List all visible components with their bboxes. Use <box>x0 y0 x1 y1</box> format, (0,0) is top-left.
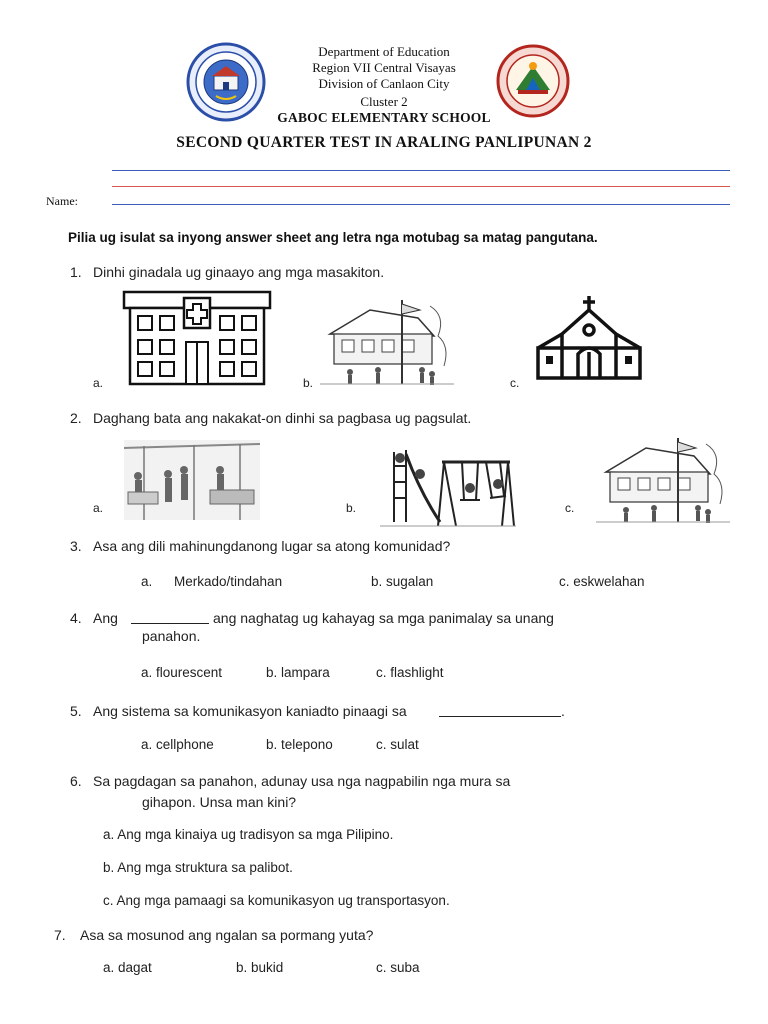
q3-number: 3. <box>70 538 82 554</box>
q4-text-end: ang naghatag ug kahayag sa mga panimalay sa unang <box>213 610 554 626</box>
q4-option-b[interactable]: b. lampara <box>266 665 330 680</box>
instruction-text: Pilia ug isulat sa inyong answer sheet ang letra nga motubag sa matag pangutana. <box>68 230 598 245</box>
q6-option-b[interactable]: b. Ang mga struktura sa palibot. <box>103 860 293 875</box>
header-department: Department of Education <box>318 44 450 59</box>
q4-number: 4. <box>70 610 82 626</box>
q7-text: Asa sa mosunod ang ngalan sa pormang yuta? <box>80 927 374 943</box>
q3-option-b[interactable]: b. sugalan <box>371 574 434 589</box>
q3-option-a-letter[interactable]: a. <box>141 574 153 589</box>
q4-text-cont: panahon. <box>142 628 201 644</box>
q6-text: Sa pagdagan sa panahon, adunay usa nga nagpabilin nga mura sa <box>93 773 511 789</box>
school-name: GABOC ELEMENTARY SCHOOL <box>277 110 491 125</box>
q1-option-b[interactable]: b. <box>303 376 314 390</box>
q1-option-c[interactable]: c. <box>510 376 520 390</box>
q4-text-start: Ang <box>93 610 118 626</box>
header-division: Division of Canlaon City <box>318 76 450 91</box>
q2-number: 2. <box>70 410 82 426</box>
q3-text: Asa ang dili mahinungdanong lugar sa atong komunidad? <box>93 538 451 554</box>
q5-option-b[interactable]: b. telepono <box>266 737 333 752</box>
name-field[interactable] <box>86 196 110 208</box>
header-region: Region VII Central Visayas <box>312 60 456 75</box>
church-icon <box>534 294 644 385</box>
q6-option-a[interactable]: a. Ang mga kinaiya ug tradisyon sa mga Pilipino. <box>103 827 394 842</box>
q1-option-a[interactable]: a. <box>93 376 104 390</box>
q3-option-a[interactable]: Merkado/tindahan <box>174 574 283 589</box>
market-icon <box>124 440 260 525</box>
test-title: SECOND QUARTER TEST IN ARALING PANLIPUNAN 2 <box>176 134 592 151</box>
q5-option-a[interactable]: a. cellphone <box>141 737 214 752</box>
q5-number: 5. <box>70 703 82 719</box>
q6-text-cont: gihapon. Unsa man kini? <box>142 794 297 810</box>
q5-option-c[interactable]: c. sulat <box>376 737 419 752</box>
q2-option-a[interactable]: a. <box>93 501 104 515</box>
q3-option-c[interactable]: c. eskwelahan <box>559 574 645 589</box>
header-rule-blue-1 <box>112 170 730 171</box>
hospital-icon <box>122 290 272 391</box>
q2-option-c[interactable]: c. <box>565 501 575 515</box>
q2-option-b[interactable]: b. <box>346 501 357 515</box>
q6-option-c[interactable]: c. Ang mga pamaagi sa komunikasyon ug transportasyon. <box>103 893 450 908</box>
q7-option-a[interactable]: a. dagat <box>103 960 152 975</box>
q1-number: 1. <box>70 264 82 280</box>
header-rule-blue-2 <box>112 204 730 205</box>
q7-option-b[interactable]: b. bukid <box>236 960 284 975</box>
q1-text: Dinhi ginadala ug ginaayo ang mga masakiton. <box>93 264 385 280</box>
q7-option-c[interactable]: c. suba <box>376 960 420 975</box>
q5-text: Ang sistema sa komunikasyon kaniadto pinaagi sa <box>93 703 407 719</box>
q4-blank <box>131 623 209 624</box>
name-label: Name: <box>46 194 78 208</box>
playground-icon <box>380 442 516 533</box>
q2-text: Daghang bata ang nakakat-on dinhi sa pagbasa ug pagsulat. <box>93 410 472 426</box>
q5-period: . <box>561 703 565 719</box>
header-rule-red <box>112 186 730 187</box>
q4-option-a[interactable]: a. flourescent <box>141 665 223 680</box>
q7-number: 7. <box>54 927 66 943</box>
school-yard-icon-q1 <box>320 296 454 391</box>
q5-blank <box>439 716 561 717</box>
q6-number: 6. <box>70 773 82 789</box>
q4-option-c[interactable]: c. flashlight <box>376 665 444 680</box>
header-cluster: Cluster 2 <box>360 94 408 109</box>
school-yard-icon-q2 <box>596 434 730 529</box>
